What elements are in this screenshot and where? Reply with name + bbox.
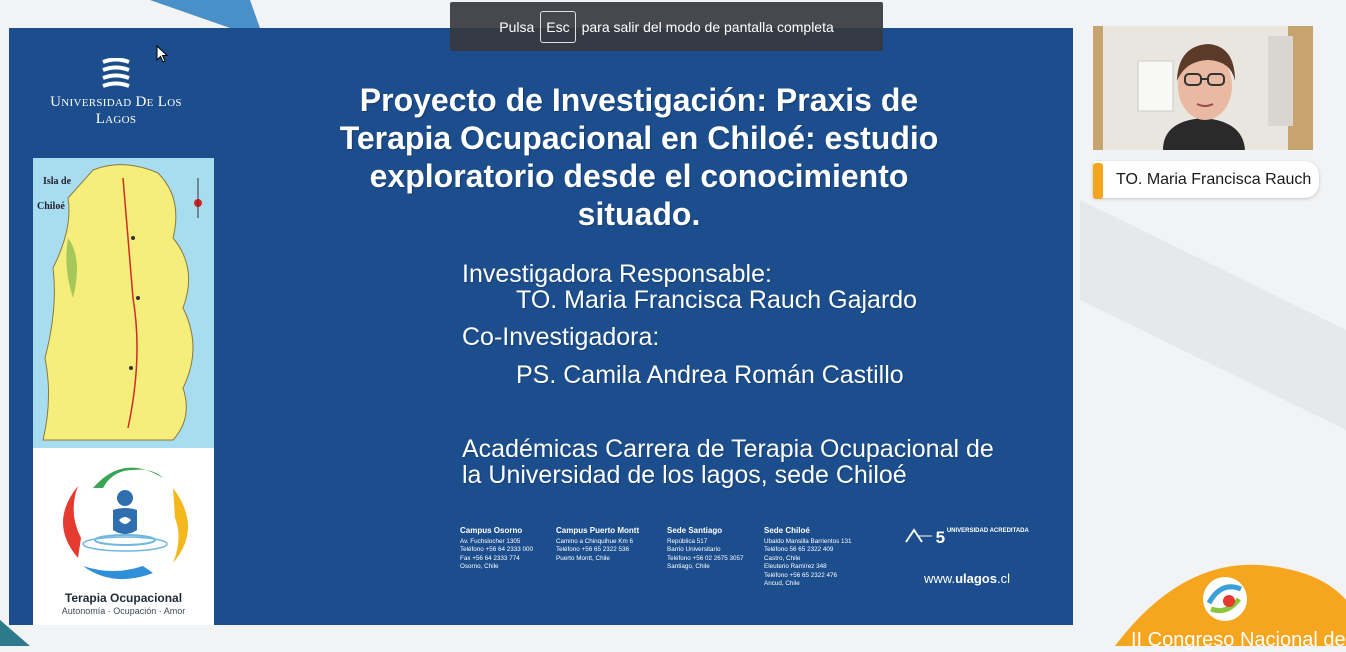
website-prefix: www. xyxy=(924,571,956,586)
congress-logo-icon xyxy=(1201,575,1249,623)
co-investigator-name: PS. Camila Andrea Román Castillo xyxy=(516,361,904,389)
footer-line: Teléfono +56 65 2322 476 xyxy=(764,571,838,579)
footer-heading: Campus Puerto Montt xyxy=(556,526,640,535)
chiloe-map xyxy=(33,158,214,448)
footer-heading: Sede Santiago xyxy=(667,526,723,535)
slide-title-line: Proyecto de Investigación: Praxis de xyxy=(359,82,919,118)
website-suffix: .cl xyxy=(996,571,1010,586)
footer-line: Teléfono +56 02 2675 3057 xyxy=(667,554,744,562)
map-label-isla: Isla de xyxy=(43,176,72,187)
participant-name: TO. Maria Francisca Rauch xyxy=(1116,171,1312,188)
to-logo-subtitle: Autonomía · Ocupación · Amor xyxy=(61,606,186,616)
notice-suffix: para salir del modo de pantalla completa xyxy=(581,18,834,35)
footer-line: Av. Fuchslocher 1305 xyxy=(460,537,521,545)
footer-line: Fax +56 64 2333 774 xyxy=(460,554,520,562)
occupational-therapy-logo xyxy=(33,448,214,625)
name-tag-accent xyxy=(1093,163,1103,199)
website-domain: ulagos xyxy=(955,571,997,586)
mouse-cursor-icon xyxy=(156,45,168,63)
footer-line: Eleuterio Ramírez 348 xyxy=(764,563,827,570)
slide-title-line: exploratorio desde el conocimiento xyxy=(369,158,909,194)
footer-line: Teléfono +56 65 2322 536 xyxy=(556,546,630,553)
footer-line: Castro, Chile xyxy=(764,554,801,562)
website-link[interactable] xyxy=(924,571,1010,586)
academics-line: Académicas Carrera de Terapia Ocupacional de xyxy=(462,435,994,463)
footer-campus-puerto-montt xyxy=(556,527,639,563)
slide-title-line: situado. xyxy=(577,196,701,232)
footer-line: Puerto Montt, Chile xyxy=(556,554,610,562)
participant-name-tag xyxy=(1093,161,1319,198)
slide-title-line: Terapia Ocupacional en Chiloé: estudio xyxy=(339,120,939,156)
footer-line: Santiago, Chile xyxy=(667,563,710,570)
footer-line: Ancud, Chile xyxy=(764,580,800,587)
event-banner-text: II Congreso Nacional de xyxy=(1131,629,1346,651)
accreditation-badge xyxy=(904,528,1029,548)
footer-line: Camino a Chinquihue Km 6 xyxy=(556,537,634,545)
university-logo-icon xyxy=(101,58,131,92)
investigator-heading: Investigadora Responsable: xyxy=(462,260,772,288)
presentation-slide xyxy=(9,28,1073,625)
hands-circle-icon xyxy=(33,448,214,588)
chile-accreditation-icon xyxy=(904,528,934,544)
accreditation-text: UNIVERSIDAD ACREDITADA xyxy=(946,528,1029,534)
investigator-name: TO. Maria Francisca Rauch Gajardo xyxy=(516,286,918,314)
accreditation-years: 5 xyxy=(935,528,946,547)
fullscreen-exit-notice xyxy=(450,2,883,51)
participant-video-frame xyxy=(1093,26,1313,150)
slide-title xyxy=(309,81,969,233)
footer-campus-osorno xyxy=(460,527,533,572)
footer-line: República 517 xyxy=(667,537,708,545)
map-label-chiloe: Chiloé xyxy=(37,201,65,212)
footer-heading: Campus Osorno xyxy=(460,526,523,535)
co-investigator-heading: Co-Investigadora: xyxy=(462,323,660,351)
academics-line: la Universidad de los lagos, sede Chiloé xyxy=(462,461,907,489)
footer-line: Osorno, Chile xyxy=(460,563,499,570)
university-name: Universidad De Los Lagos xyxy=(50,94,182,127)
esc-key[interactable]: Esc xyxy=(540,11,575,43)
university-logo xyxy=(31,58,201,128)
footer-sede-chiloe xyxy=(764,527,852,589)
footer-heading: Sede Chiloé xyxy=(764,526,810,535)
notice-prefix: Pulsa xyxy=(499,18,535,35)
to-logo-title: Terapia Ocupacional xyxy=(64,591,183,605)
footer-line: Teléfono 56 65 2322 409 xyxy=(764,546,834,553)
participant-video[interactable] xyxy=(1093,26,1313,150)
footer-sede-santiago xyxy=(667,527,744,572)
footer-line: Barrio Universitario xyxy=(667,546,721,553)
footer-line: Teléfono +56 64 2333 000 xyxy=(460,546,534,553)
footer-line: Ubaldo Mansilla Barrientos 131 xyxy=(764,537,852,545)
